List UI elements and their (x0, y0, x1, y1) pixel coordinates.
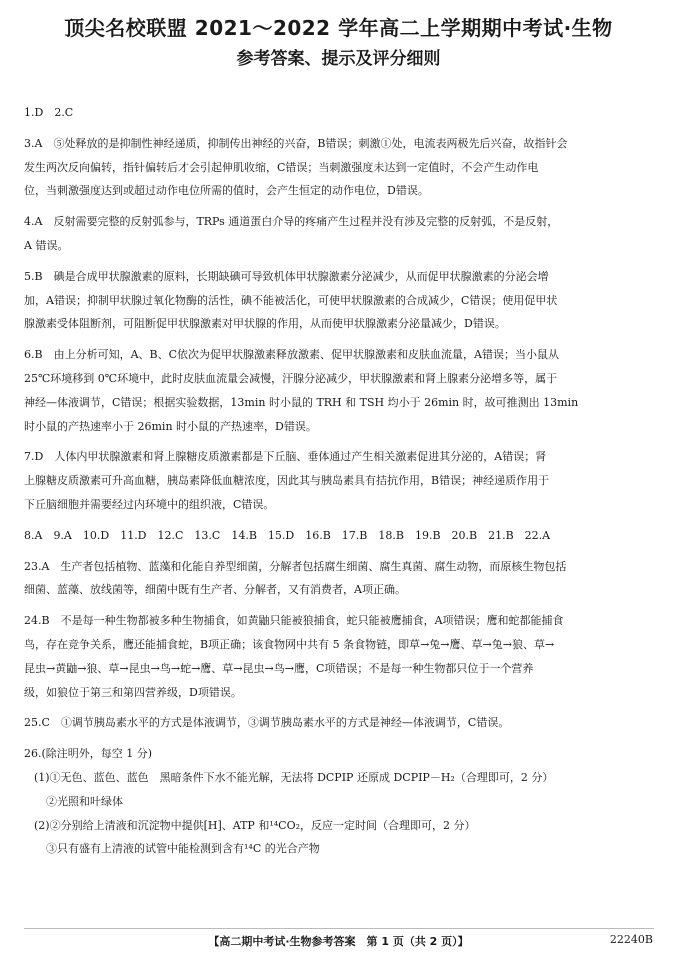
answer-content (24, 101, 656, 868)
page-title: 顶尖名校联盟 2021～2022 学年高二上学期期中考试·生物 (64, 16, 613, 40)
answer-3: 3.A ⑤处释放的是抑制性神经递质，抑制传出神经的兴奋，B错误；刺激①处，电流表两极先后兴奋，故指针会 发生两次反向偏转，指针偏转后才会引起伸肌收缩，C错误；当刺激强度未达到一定值时，不会产生动作电 位，当刺激强度达到或超过动作电位所需的值时，会产生恒定的动作电位，D错误。 (24, 136, 568, 198)
answer-23: 23.A 生产者包括植物、蓝藻和化能自养型细菌，分解者包括腐生细菌、腐生真菌、腐生动物，而原核生物包括 细菌、蓝藻、放线菌等，细菌中既有生产者、分解者，又有消费者，A项正确。 (24, 559, 567, 597)
answer-8-22: 8.A 9.A 10.D 11.D 12.C 13.C 14.B 15.D 16.B 17.B 18.B 19.B 20.B 21.B 22.A (24, 528, 551, 542)
page-footer (0, 933, 677, 953)
answer-24: 24.B 不是每一种生物都被多种生物捕食，如黄鼬只能被狼捕食，蛇只能被鹰捕食，A项错误；鹰和蛇都能捕食 鸟，存在竞争关系，鹰还能捕食蛇，B项正确；该食物网中共有 5 条食物链，即草→兔→鹰、草→兔→狼、草→ 昆虫→黄鼬→狼、草→昆虫→鸟→蛇→鹰、草→昆虫→鸟→鹰，C项错误；不是每一种生物都只位于一个营养 级，如狼位于第三和第四营养级，D项错误。 (24, 614, 564, 699)
answer-26: 26.(除注明外，每空 1 分) (1)①无色、蓝色、蓝色 黑暗条件下水不能光解，无法将 DCPIP 还原成 DCPIP－H₂（合理即可，2 分） ②光照和叶绿体 (2)②分别给上清液和沉淀物中提供[H]、ATP 和¹⁴CO₂，反应一定时间（合理即可，2 分） ③只有盛有上清液的试管中能检测到含有¹⁴C 的光合产物 (24, 747, 554, 856)
paper-code: 22240B (609, 933, 653, 946)
footer-label: 【高二期中考试·生物参考答案 第 1 页（共 2 页）】 (208, 935, 469, 948)
answer-5: 5.B 碘是合成甲状腺激素的原料，长期缺碘可导致机体甲状腺激素分泌减少，从而促甲状腺激素的分泌会增 加，A错误；抑制甲状腺过氧化物酶的活性，碘不能被活化，可使甲状腺激素的合成减少，C错误；使用促甲状 腺激素受体阻断剂，可阻断促甲状腺激素对甲状腺的作用，从而使甲状腺激素分泌量减少，D错误。 (24, 269, 558, 331)
page-subtitle: 参考答案、提示及评分细则 (236, 49, 441, 69)
answer-6: 6.B 由上分析可知，A、B、C依次为促甲状腺激素释放激素、促甲状腺激素和皮肤血流量，A错误；当小鼠从 25℃环境移到 0℃环境中，此时皮肤血流量会减慢，汗腺分泌减少，甲状腺激素和肾上腺素分泌增多等，属于 神经—体液调节，C错误；根据实验数据，13min 时小鼠的 TRH 和 TSH 均小于 26min 时，故可推测出 13min 时小鼠的产热速率小于 26min 时小鼠的产热速率，D错误。 (24, 348, 579, 433)
footer-divider (24, 928, 654, 929)
answer-25: 25.C ①调节胰岛素水平的方式是体液调节，③调节胰岛素水平的方式是神经—体液调节，C错误。 (24, 716, 510, 730)
answer-4: 4.A 反射需要完整的反射弧参与，TRPs 通道蛋白介导的疼痛产生过程并没有涉及完整的反射弧，不是反射， A 错误。 (24, 215, 559, 252)
answer-1-2: 1.D 2.C (24, 106, 74, 119)
answer-7: 7.D 人体内甲状腺激素和肾上腺糖皮质激素都是下丘脑、垂体通过产生相关激素促进其分泌的，A错误；肾 上腺糖皮质激素可升高血糖，胰岛素降低血糖浓度，因此其与胰岛素具有拮抗作用，B错误；神经递质作用于 下丘脑细胞并需要经过内环境中的组织液，C错误。 (24, 450, 550, 511)
